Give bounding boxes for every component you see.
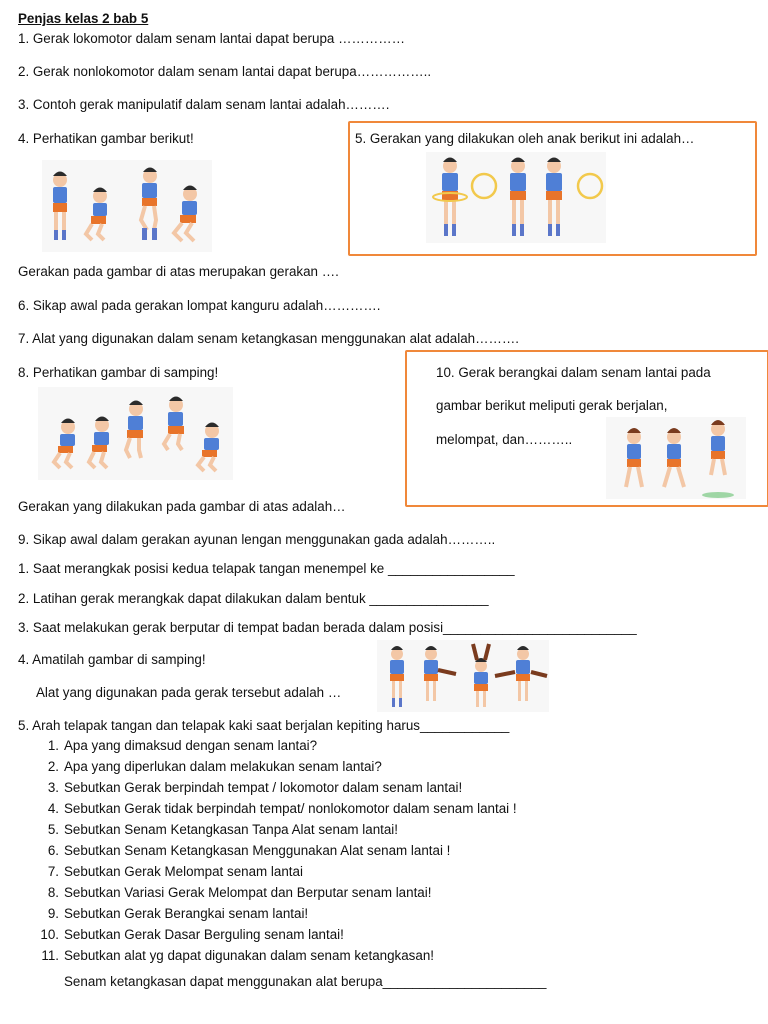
essay-question <box>47 864 517 885</box>
hoop-icon <box>472 174 496 198</box>
essay-question-number: 2. <box>47 759 59 774</box>
essay-question-text: Sebutkan Gerak Melompat senam lantai <box>64 864 303 879</box>
kid-figure <box>546 158 562 237</box>
page-title: Penjas kelas 2 bab 5 <box>18 11 149 26</box>
essay-question-text: Sebutkan Senam Ketangkasan Tanpa Alat senam lantai! <box>64 822 399 837</box>
kid-figure <box>53 172 67 241</box>
q5-illustration <box>426 152 606 243</box>
essay-question-text: Apa yang dimaksud dengan senam lantai? <box>64 738 318 753</box>
hopping-kids-illustration <box>38 387 233 480</box>
essay-question-text: Sebutkan Gerak tidak berpindah tempat/ nonlokomotor dalam senam lantai ! <box>64 801 517 816</box>
essay-question-number: 6. <box>47 843 59 858</box>
part2-question-4: 4. Amatilah gambar di samping! <box>18 652 206 667</box>
essay-question-number: 9. <box>47 906 59 921</box>
walk-jump-kids-illustration <box>606 417 746 499</box>
question-7: 7. Alat yang digunakan dalam senam ketangkasan menggunakan alat adalah………. <box>18 331 519 346</box>
essay-question-text: Sebutkan Gerak berpindah tempat / lokomotor dalam senam lantai! <box>64 780 463 795</box>
essay-question <box>40 927 517 948</box>
essay-question-number: 10. <box>40 927 59 942</box>
kid-figure <box>89 417 109 469</box>
essay-question-text: Sebutkan Gerak Berangkai senam lantai! <box>64 906 309 921</box>
essay-question-11-sub: Senam ketangkasan dapat menggunakan alat berupa______________________ <box>64 974 547 989</box>
essay-question <box>47 801 517 822</box>
essay-question <box>47 759 517 780</box>
question-9: 9. Sikap awal dalam gerakan ayunan lengan menggunakan gada adalah……….. <box>18 532 496 547</box>
essay-question <box>47 822 517 843</box>
kid-figure <box>702 420 734 498</box>
kid-figure <box>495 646 547 701</box>
essay-question <box>47 906 517 927</box>
question-10-line2: gambar berikut meliputi gerak berjalan, <box>436 398 668 413</box>
q10-illustration <box>606 417 746 499</box>
part2-question-4-sub: Alat yang digunakan pada gerak tersebut adalah … <box>36 685 342 700</box>
hoop-kids-illustration <box>426 152 606 243</box>
question-10-line3: melompat, dan……….. <box>436 432 573 447</box>
essay-question-text: Sebutkan alat yg dapat digunakan dalam senam ketangkasan! <box>64 948 434 963</box>
essay-question-number: 1. <box>47 738 59 753</box>
kid-figure <box>164 397 184 451</box>
essay-question-number: 7. <box>47 864 59 879</box>
question-8: 8. Perhatikan gambar di samping! <box>18 365 219 380</box>
essay-question-text: Sebutkan Variasi Gerak Melompat dan Berputar senam lantai! <box>64 885 432 900</box>
kid-figure <box>126 401 143 459</box>
essay-question-number: 4. <box>47 801 59 816</box>
essay-question <box>47 885 517 906</box>
kid-figure <box>473 644 489 707</box>
part2-question-5: 5. Arah telapak tangan dan telapak kaki saat berjalan kepiting harus____________ <box>18 718 510 733</box>
kid-figure <box>198 423 219 472</box>
essay-question <box>47 738 517 759</box>
kid-figure <box>86 188 107 241</box>
question-2: 2. Gerak nonlokomotor dalam senam lantai dapat berupa…………….. <box>18 64 432 79</box>
kid-figure <box>54 419 75 469</box>
club-kids-illustration <box>377 640 549 712</box>
club-swing-illustration <box>377 640 549 712</box>
kid-figure <box>664 428 684 487</box>
question-4-caption: Gerakan pada gambar di atas merupakan gerakan …. <box>18 264 339 279</box>
question-8-caption: Gerakan yang dilakukan pada gambar di atas adalah… <box>18 499 346 514</box>
essay-question-text: Sebutkan Senam Ketangkasan Menggunakan Alat senam lantai ! <box>64 843 451 858</box>
question-10-line1: 10. Gerak berangkai dalam senam lantai pada <box>436 365 711 380</box>
kid-figure <box>141 168 157 241</box>
kid-figure <box>510 158 526 237</box>
q8-illustration <box>38 387 233 480</box>
part2-question-3: 3. Saat melakukan gerak berputar di tempat badan berada dalam posisi__________________________ <box>18 620 637 635</box>
part2-question-2: 2. Latihan gerak merangkak dapat dilakukan dalam bentuk ________________ <box>18 591 489 606</box>
question-1: 1. Gerak lokomotor dalam senam lantai dapat berupa …………… <box>18 31 406 46</box>
essay-question-text: Sebutkan Gerak Dasar Berguling senam lantai! <box>64 927 344 942</box>
question-5: 5. Gerakan yang dilakukan oleh anak berikut ini adalah… <box>355 131 695 146</box>
jumping-kids-illustration <box>42 160 212 252</box>
kid-figure <box>174 186 197 242</box>
essay-question-number: 11. <box>41 948 59 963</box>
question-4: 4. Perhatikan gambar berikut! <box>18 131 194 146</box>
essay-question-text: Apa yang diperlukan dalam melakukan senam lantai? <box>64 759 382 774</box>
question-6: 6. Sikap awal pada gerakan lompat kanguru adalah…………. <box>18 298 381 313</box>
kid-figure <box>626 428 642 487</box>
question-3: 3. Contoh gerak manipulatif dalam senam lantai adalah………. <box>18 97 390 112</box>
kid-figure <box>433 158 467 237</box>
essay-question-number: 8. <box>47 885 59 900</box>
essay-question-number: 3. <box>47 780 59 795</box>
essay-question <box>47 780 517 801</box>
part2-question-1: 1. Saat merangkak posisi kedua telapak tangan menempel ke _________________ <box>18 561 515 576</box>
essay-question <box>47 843 517 864</box>
hoop-icon <box>578 174 602 198</box>
essay-question-list <box>18 738 517 969</box>
kid-figure <box>390 646 404 707</box>
kid-figure <box>424 646 456 701</box>
essay-question-number: 5. <box>47 822 59 837</box>
essay-question <box>41 948 517 969</box>
q4-illustration <box>42 160 212 252</box>
